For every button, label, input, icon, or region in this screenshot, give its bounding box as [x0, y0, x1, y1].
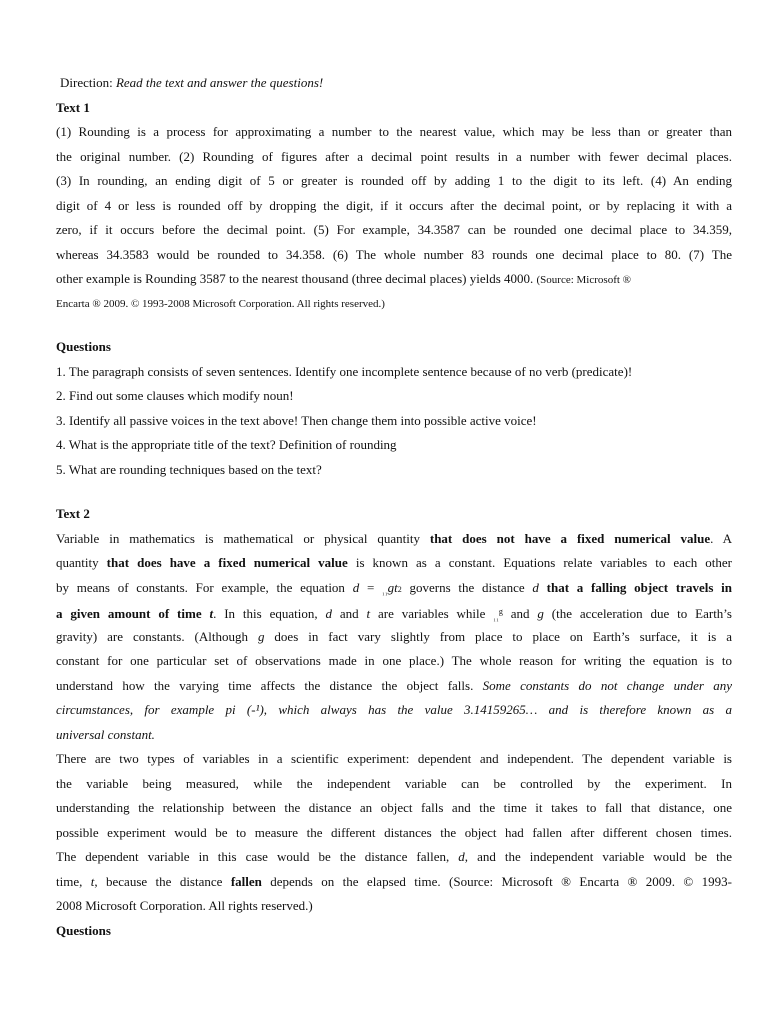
variable-g: g — [257, 628, 265, 644]
text-run: and — [331, 606, 367, 621]
text2-line — [56, 723, 732, 748]
text2-line — [56, 625, 732, 650]
text2-line: constant for one particular set of observations made in one place.) The whole reason for writing the equation is to — [56, 653, 732, 668]
text-run: understand how the varying time affects the distance the object falls. — [56, 677, 483, 693]
text2-line — [56, 845, 732, 870]
text-run: , and the independent variable would be the — [464, 849, 732, 864]
text-run: by means of constants. For example, the equation — [56, 579, 353, 595]
exponent: 2 — [397, 584, 402, 594]
text2-title: Text 2 — [56, 506, 90, 521]
italic-run: Some constants do not change under any — [482, 677, 732, 693]
variable-d: d — [325, 606, 332, 621]
document-page — [56, 71, 732, 943]
text1-line: (1) Rounding is a process for approximating a number to the nearest value, which may be less than or greater than — [56, 124, 732, 139]
text1-line-with-source — [56, 267, 732, 292]
variable-gt: gt — [387, 579, 398, 595]
text2-line: There are two types of variables in a scientific experiment: dependent and independent. The dependent variable is — [56, 751, 732, 766]
fraction-glyph: g — [498, 607, 503, 616]
fraction-glyph: ₁₁ — [493, 613, 499, 622]
questions2-title: Questions — [56, 922, 111, 938]
text2-line — [56, 870, 732, 895]
question-item: 5. What are rounding techniques based on the text? — [56, 461, 322, 477]
text1-title: Text 1 — [56, 99, 90, 115]
text-run: . A — [710, 530, 732, 546]
direction-label: Direction: — [60, 75, 113, 90]
text-run: are variables while — [370, 606, 494, 621]
text-run: gravity) are constants. (Although — [56, 628, 258, 644]
text-run: is known as a constant. Equations relate variables to each other — [347, 555, 732, 570]
text2-line: possible experiment would be to measure the different distances the object had fallen after different chosen times. — [56, 824, 732, 840]
text2-line: the variable being measured, while the independent variable can be controlled by the experiment. In — [56, 775, 732, 791]
text1-line: the original number. (2) Rounding of figures after a decimal point results in a number with fewer decimal places. — [56, 148, 732, 164]
bold-run: a given amount of time — [56, 606, 210, 621]
variable-d: d — [352, 579, 360, 595]
question-item: 2. Find out some clauses which modify noun! — [56, 388, 294, 403]
bold-run: that does not have a fixed numerical value — [429, 530, 711, 546]
text-run: = — [359, 579, 383, 595]
text2-line — [56, 576, 732, 601]
bold-run: that does have a fixed numerical value — [106, 555, 348, 570]
question-item: 4. What is the appropriate title of the text? Definition of rounding — [56, 437, 397, 452]
variable-d: d — [532, 579, 539, 595]
variable-g: g — [537, 606, 544, 621]
text1-line: (3) In rounding, an ending digit of 5 or greater is rounded off by adding 1 to the digit to its left. (4) An ending — [56, 173, 732, 188]
text1-line: other example is Rounding 3587 to the nearest thousand (three decimal places) yields 4000. — [56, 271, 534, 286]
text2-line — [56, 527, 732, 552]
text1-line: zero, if it occurs before the decimal point. (5) For example, 34.3587 can be rounded one decimal place to 34.359, — [56, 222, 732, 237]
text-run: does in fact vary slightly from place to place on Earth’s surface, it is a — [264, 628, 732, 644]
text-run: governs the distance — [401, 579, 533, 595]
text2-line — [56, 600, 732, 625]
variable-t: t — [90, 873, 95, 889]
bold-run: fallen — [230, 873, 262, 889]
text2-line: 2008 Microsoft Corporation. All rights reserved.) — [56, 898, 313, 913]
text-run: quantity — [56, 555, 107, 570]
text-run: (the acceleration due to Earth’s — [543, 606, 732, 621]
question-item: 3. Identify all passive voices in the text above! Then change them into possible active voice! — [56, 412, 537, 428]
italic-run: circumstances, for example pi (-¹), which always has the value 3.14159265… and is therefore known as a — [56, 702, 732, 717]
text2-line — [56, 551, 732, 576]
direction-instruction: Read the text and answer the questions! — [115, 75, 324, 90]
questions1-title: Questions — [56, 339, 111, 354]
bold-run: that a falling object travels in — [538, 579, 732, 595]
variable-t: t — [209, 606, 214, 621]
text2-line: understanding the relationship between the distance an object falls and the time it takes to fall that distance, one — [56, 800, 732, 815]
variable-t: t — [366, 606, 371, 621]
text2-line — [56, 674, 732, 699]
question-item: 1. The paragraph consists of seven sentences. Identify one incomplete sentence because of no verb (predicate)! — [56, 363, 633, 379]
text1-line: digit of 4 or less is rounded off by dropping the digit, if it occurs after the decimal point, or by replacing it with a — [56, 197, 732, 213]
source-citation: Encarta ® 2009. © 1993-2008 Microsoft Corporation. All rights reserved.) — [56, 297, 385, 310]
text-run: The dependent variable in this case would be the distance fallen, — [56, 849, 459, 864]
variable-d: d — [458, 849, 465, 864]
fraction-glyph: ₁₁ — [382, 586, 388, 596]
text2-line — [56, 698, 732, 723]
text-run: depends on the elapsed time. (Source: Microsoft ® Encarta ® 2009. © 1993- — [261, 873, 732, 889]
text-run: and — [502, 606, 538, 621]
text-run: Variable in mathematics is mathematical or physical quantity — [56, 530, 430, 546]
italic-run: universal constant. — [56, 726, 155, 742]
direction-line — [56, 71, 732, 96]
text-run: time, — [56, 873, 91, 889]
text-run: , because the distance — [94, 873, 231, 889]
text1-line: whereas 34.3583 would be rounded to 34.358. (6) The whole number 83 rounds one decimal place to 80. (7) The — [56, 246, 732, 262]
source-citation: (Source: Microsoft ® — [536, 274, 632, 286]
text-run: . In this equation, — [213, 606, 326, 621]
